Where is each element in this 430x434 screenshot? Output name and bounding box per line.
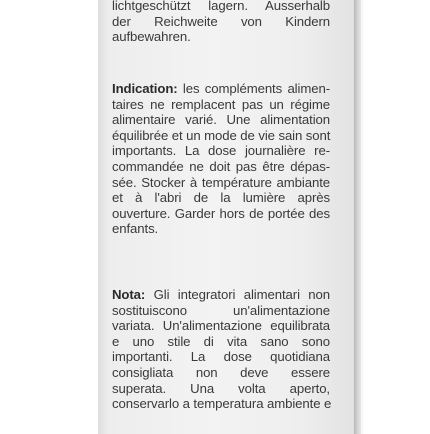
- italian-line-first: [112, 287, 330, 303]
- italian-label: Nota:: [112, 287, 146, 302]
- italian-line: sostituiscono un'alimentazione: [112, 302, 330, 318]
- german-line: lichtgeschützt lagern. Ausserhalb: [112, 0, 330, 13]
- french-line: sée. Stocker à température ambiante: [112, 174, 330, 190]
- french-line: les compléments alimen-: [177, 81, 330, 96]
- french-line: taires ne remplacent pas un régime: [112, 96, 330, 112]
- french-line: et à l'abri de la lumière après: [112, 190, 330, 206]
- italian-line: importanti. La dose quotidiana: [112, 349, 330, 365]
- french-label: Indication:: [112, 81, 178, 96]
- french-text-block: [112, 81, 330, 237]
- french-line: commandée ne doit pas être dépas-: [112, 158, 330, 174]
- french-line: équilibrée et un mode de vie sain sont: [112, 127, 331, 143]
- german-text-block: [112, 0, 330, 45]
- italian-line: variata. Un'alimentazione equilibrata: [112, 318, 330, 334]
- italian-line: consigliata non deve essere: [112, 364, 330, 380]
- french-line: alimentaire varié. Une alimentation: [112, 112, 330, 128]
- italian-text-block: [112, 287, 330, 412]
- german-line: aufbewahren.: [112, 29, 191, 45]
- french-line: enfants.: [112, 221, 159, 237]
- italian-line: conservarlo a temperatura ambiente e: [112, 396, 332, 412]
- italian-line: e uno stile di vita sano sono: [112, 333, 330, 349]
- french-line: ouverture. Garder hors de portée des: [112, 205, 330, 221]
- french-line-first: [112, 81, 330, 97]
- package-flap-edge: [361, 0, 363, 434]
- italian-line: superata. Una volta aperto,: [112, 380, 330, 396]
- french-line: importants. La dose journalière re-: [112, 143, 330, 159]
- german-line: der Reichweite von Kindern: [112, 13, 330, 29]
- package-side-flap: [354, 0, 361, 434]
- italian-line: Gli integratori alimentari non: [145, 287, 330, 302]
